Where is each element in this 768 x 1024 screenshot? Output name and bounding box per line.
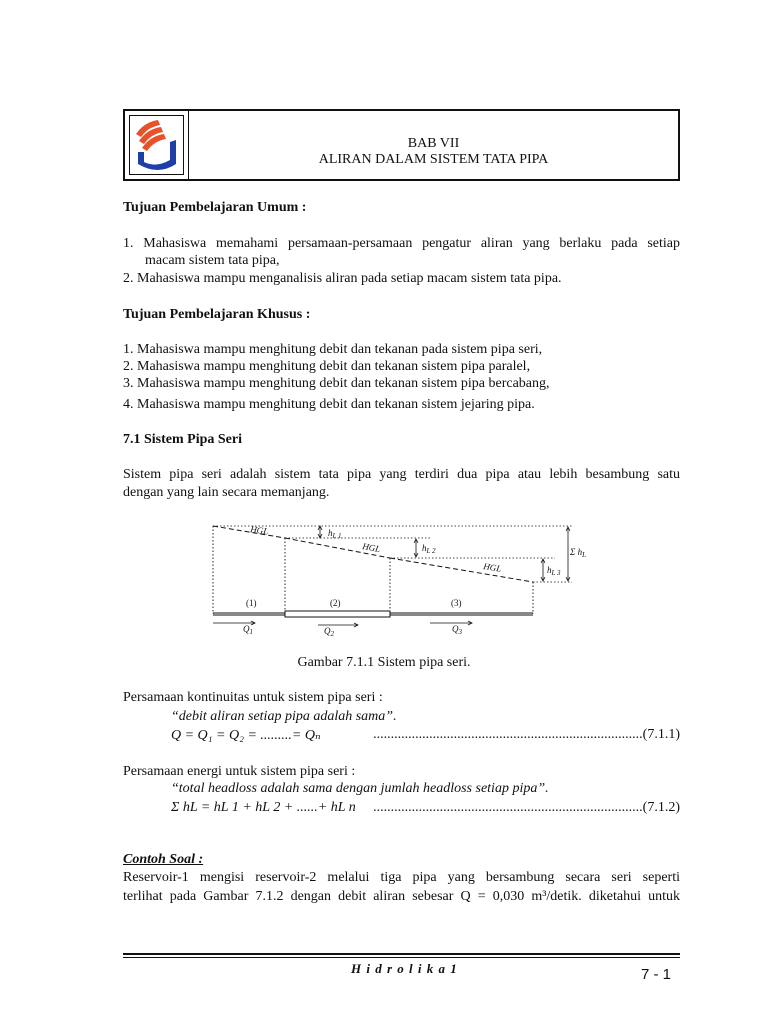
- energy-quote: “total headloss adalah sama dengan jumlah headloss setiap pipa”.: [171, 781, 549, 796]
- section-7-1-para-line1: Sistem pipa seri adalah sistem tata pipa yang terdiri dua pipa atau lebih besambung satu: [123, 467, 680, 482]
- logo-cell: [125, 111, 189, 179]
- tpu-item-2: 2. Mahasiswa mampu menganalisis aliran pada setiap macam sistem tata pipa.: [123, 271, 562, 286]
- hgl-segment-3: [390, 558, 533, 582]
- logo-emblem-icon: [130, 116, 183, 174]
- header-title-cell: [189, 111, 678, 179]
- chapter-number: BAB VII: [407, 136, 460, 151]
- tpk-item-4: 4. Mahasiswa mampu menghitung debit dan tekanan sistem jejaring pipa.: [123, 397, 535, 412]
- sum-hl-label: Σ $h_L$: [570, 547, 587, 559]
- energy-eq-number: .............................................................................(7.1.2): [373, 800, 680, 815]
- tpk-item-2: 2. Mahasiswa mampu menghitung debit dan tekanan sistem pipa paralel,: [123, 359, 531, 374]
- continuity-intro: Persamaan kontinuitas untuk sistem pipa seri :: [123, 690, 383, 705]
- tpu-item-1: 1. Mahasiswa memahami persamaan-persamaan pengatur aliran yang berlaku pada setiap: [123, 236, 680, 251]
- hl1-label: $h_{L 1}$: [328, 528, 342, 540]
- chapter-title: ALIRAN DALAM SISTEM TATA PIPA: [318, 152, 549, 167]
- energy-equation: Σ hL = hL 1 + hL 2 + ......+ hL n: [171, 800, 356, 815]
- hl2-label: $h_{L 2}$: [422, 543, 436, 555]
- footer-rule-thick: [123, 953, 680, 955]
- tpk-item-3: 3. Mahasiswa mampu menghitung debit dan tekanan sistem pipa bercabang,: [123, 376, 550, 391]
- section-7-1-para-line2: dengan yang lain secara memanjang.: [123, 485, 330, 500]
- section-7-1-heading: 7.1 Sistem Pipa Seri: [123, 432, 242, 447]
- continuity-quote: “debit aliran setiap pipa adalah sama”.: [171, 709, 397, 724]
- example-line-2: terlihat pada Gambar 7.1.2 dengan debit aliran sebesar Q = 0,030 m³/detik. diketahui untuk: [123, 889, 680, 904]
- hgl-segment-1: [213, 526, 285, 538]
- tpu-item-1-cont: macam sistem tata pipa,: [145, 253, 280, 268]
- example-line-1: Reservoir-1 mengisi reservoir-2 melalui tiga pipa yang bersambung secara seri seperti: [123, 870, 680, 885]
- institution-logo: [129, 115, 184, 175]
- page-number: 7 - 1: [641, 966, 672, 983]
- pipe-2-label: (2): [330, 598, 341, 608]
- tpu-heading: Tujuan Pembelajaran Umum :: [123, 200, 307, 215]
- energy-intro: Persamaan energi untuk sistem pipa seri :: [123, 764, 356, 779]
- hgl-label-1: HGL: [249, 524, 269, 537]
- continuity-eq-number: .............................................................................(7.1.1): [373, 727, 680, 742]
- hl3-label: $h_{L 3}$: [547, 565, 561, 577]
- figure-caption: Gambar 7.1.1 Sistem pipa seri.: [297, 655, 471, 670]
- q3-label: $Q_3$: [452, 624, 462, 636]
- pipe-1-label: (1): [246, 598, 257, 608]
- pipe-2: [285, 611, 390, 617]
- pipe-3-label: (3): [451, 598, 462, 608]
- continuity-equation: Q = Q₁ = Q₂ = .........= Qₙ: [171, 728, 321, 743]
- hgl-label-3: HGL: [482, 561, 503, 574]
- q1-label: $Q_1$: [243, 624, 253, 636]
- footer-rule-thin: [123, 957, 680, 958]
- series-pipe-figure: [200, 518, 600, 640]
- example-heading: Contoh Soal :: [123, 852, 204, 867]
- tpk-heading: Tujuan Pembelajaran Khusus :: [123, 307, 311, 322]
- footer-course: H i d r o l i k a 1: [351, 961, 458, 976]
- tpk-item-1: 1. Mahasiswa mampu menghitung debit dan tekanan pada sistem pipa seri,: [123, 342, 543, 357]
- hgl-label-2: HGL: [361, 541, 382, 555]
- chapter-header: [123, 109, 680, 181]
- q2-label: $Q_2$: [324, 626, 334, 638]
